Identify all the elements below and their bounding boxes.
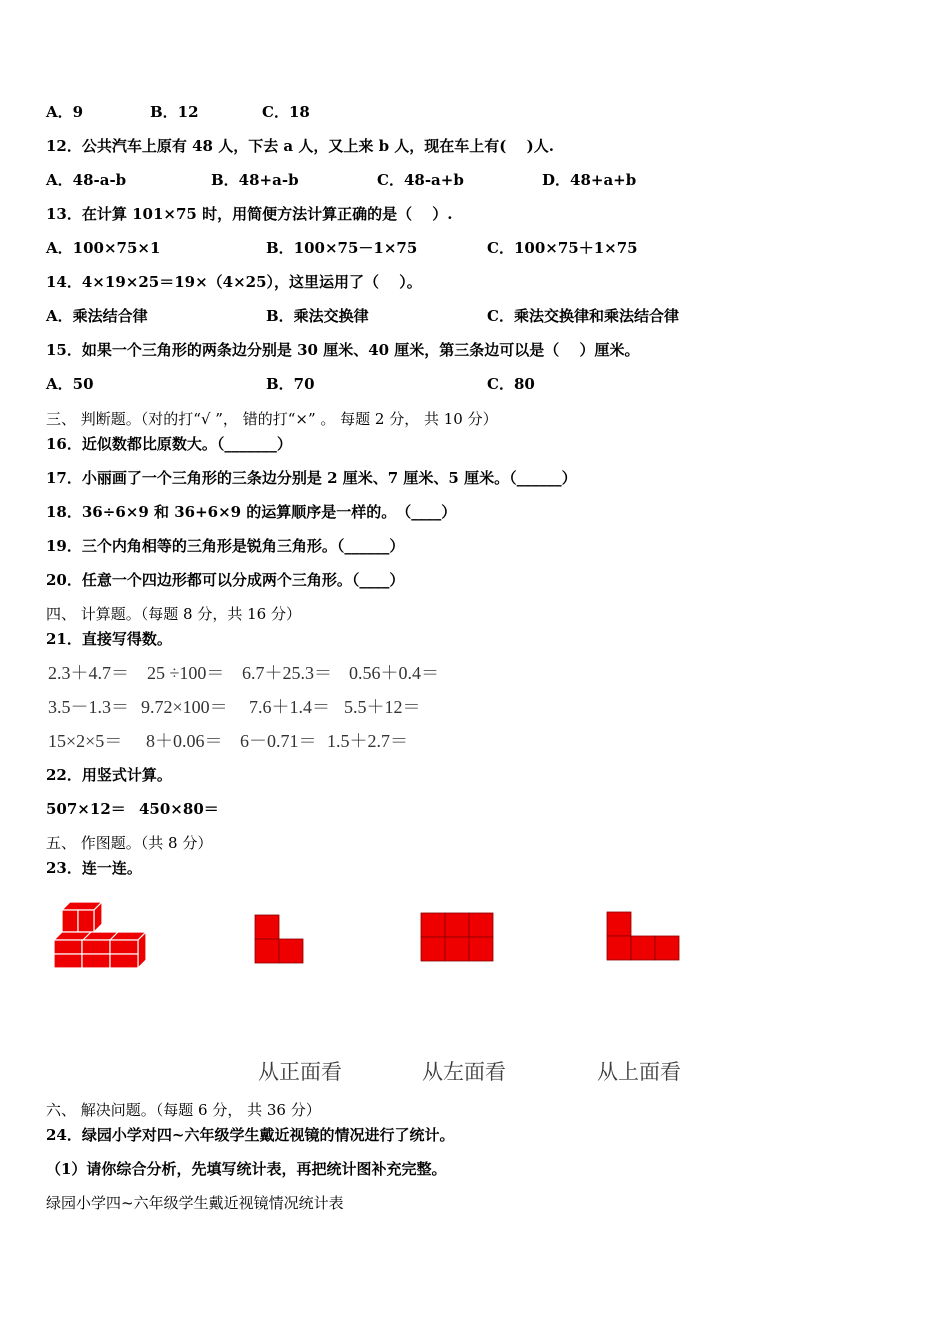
q13-option-c: C．100×75＋1×75 xyxy=(487,239,638,257)
q11-option-c: C．18 xyxy=(262,103,310,121)
q14-option-c: C．乘法交换律和乘法结合律 xyxy=(487,307,679,325)
section-3-title: 三、 判断题。（对的打“√ ”， 错的打“×” 。 每题 2 分， 共 10 分） xyxy=(46,410,498,428)
q16: 16．近似数都比原数大。（_______） xyxy=(46,435,292,453)
q14-option-b: B．乘法交换律 xyxy=(266,307,369,325)
q24-sub1: （1）请你综合分析，先填写统计表，再把统计图补充完整。 xyxy=(46,1160,447,1178)
q20: 20．任意一个四边形都可以分成两个三角形。（____） xyxy=(46,571,405,589)
view-shape-rectangle xyxy=(420,912,496,964)
section-4-title: 四、 计算题。（每题 8 分，共 16 分） xyxy=(46,605,301,623)
cube-solid-figure xyxy=(52,898,152,973)
q21-expr: 15×2×5＝ xyxy=(48,731,123,751)
q15-option-b: B．70 xyxy=(266,375,315,393)
q13-stem: 13．在计算 101×75 时，用简便方法计算正确的是（ ）. xyxy=(46,205,453,223)
q15-option-a: A．50 xyxy=(46,375,94,393)
q14-option-a: A．乘法结合律 xyxy=(46,307,148,325)
q13-option-a: A．100×75×1 xyxy=(46,239,161,257)
q23-stem: 23．连一连。 xyxy=(46,859,142,877)
caption-top-view: 从上面看 xyxy=(597,1060,681,1084)
q11-option-a: A．9 xyxy=(46,103,84,121)
q22-item: 507×12＝ xyxy=(46,800,126,818)
q12-stem: 12．公共汽车上原有 48 人，下去 a 人，又上来 b 人，现在车上有( )人. xyxy=(46,137,554,155)
q12-option-c: C．48-a+b xyxy=(377,171,464,189)
q24-table-title: 绿园小学四~六年级学生戴近视镜情况统计表 xyxy=(46,1194,344,1212)
q15-option-c: C．80 xyxy=(487,375,535,393)
q14-stem: 14．4×19×25＝19×（4×25），这里运用了（ ）。 xyxy=(46,273,422,291)
q22-item: 450×80＝ xyxy=(139,800,219,818)
q18: 18．36÷6×9 和 36+6×9 的运算顺序是一样的。 （____） xyxy=(46,503,457,521)
q12-option-d: D．48+a+b xyxy=(542,171,637,189)
q13-option-b: B．100×75－1×75 xyxy=(266,239,418,257)
view-shape-l xyxy=(254,914,306,966)
q12-option-b: B．48+a-b xyxy=(211,171,299,189)
q19: 19．三个内角相等的三角形是锐角三角形。（______） xyxy=(46,537,405,555)
q21-expr: 8＋0.06＝ xyxy=(146,731,223,751)
section-5-title: 五、 作图题。（共 8 分） xyxy=(46,834,213,852)
q21-expr: 3.5－1.3＝ xyxy=(48,697,129,717)
q21-expr: 25 ÷100＝ xyxy=(147,663,225,683)
q21-expr: 0.56＋0.4＝ xyxy=(349,663,439,683)
q15-stem: 15．如果一个三角形的两条边分别是 30 厘米、40 厘米，第三条边可以是（ ）厘米。 xyxy=(46,341,640,359)
q12-option-a: A．48-a-b xyxy=(46,171,127,189)
view-shape-long-l xyxy=(606,911,682,963)
q22-stem: 22．用竖式计算。 xyxy=(46,766,172,784)
q21-expr: 7.6＋1.4＝ xyxy=(249,697,330,717)
q21-expr: 9.72×100＝ xyxy=(141,697,228,717)
q11-option-b: B．12 xyxy=(150,103,199,121)
q17: 17．小丽画了一个三角形的三条边分别是 2 厘米、7 厘米、5 厘米。（______） xyxy=(46,469,577,487)
q24-stem: 24．绿园小学对四~六年级学生戴近视镜的情况进行了统计。 xyxy=(46,1126,455,1144)
q21-stem: 21．直接写得数。 xyxy=(46,630,172,648)
q21-expr: 2.3＋4.7＝ xyxy=(48,663,129,683)
caption-front-view: 从正面看 xyxy=(258,1060,342,1084)
q21-expr: 6.7＋25.3＝ xyxy=(242,663,332,683)
q21-expr: 1.5＋2.7＝ xyxy=(327,731,408,751)
q21-expr: 5.5＋12＝ xyxy=(344,697,421,717)
section-6-title: 六、 解决问题。（每题 6 分， 共 36 分） xyxy=(46,1101,321,1119)
caption-left-view: 从左面看 xyxy=(422,1060,506,1084)
q21-expr: 6－0.71＝ xyxy=(240,731,317,751)
